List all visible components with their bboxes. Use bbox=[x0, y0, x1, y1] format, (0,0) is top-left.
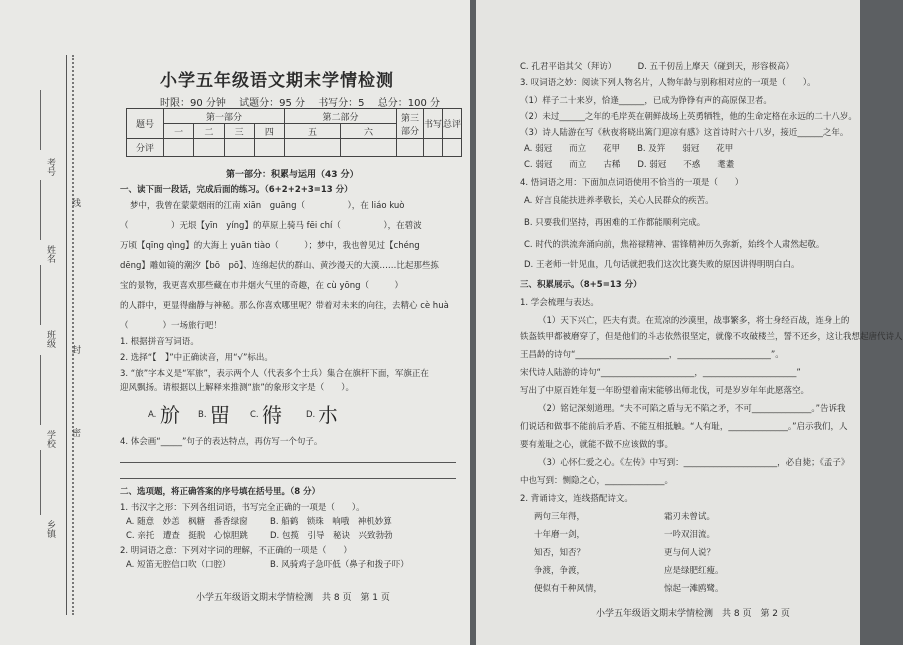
score-table-header: 第一部分 bbox=[164, 109, 285, 124]
score-cell bbox=[194, 139, 224, 157]
glyph-option-b: 㽞 bbox=[210, 403, 230, 427]
margin-label-name: 姓名 bbox=[45, 245, 55, 263]
margin-label-school: 学校 bbox=[45, 430, 55, 448]
score-table-sub: 二 bbox=[194, 124, 224, 139]
q2-option: A. 短笛无腔信口吹（口腔） bbox=[126, 560, 231, 570]
page-footer: 小学五年级语文期末学情检测 共 8 页 第 2 页 bbox=[596, 609, 790, 619]
q2-item: 1. 书汉字之形：下列各组词语，书写完全正确的一项是（ ）。 bbox=[120, 503, 365, 513]
margin-blank-line bbox=[40, 355, 41, 425]
meta-total-score: 总分：100 分 bbox=[377, 98, 441, 109]
text-line: A. 弱冠 而立 花甲 B. 及笄 弱冠 花甲 bbox=[524, 144, 734, 154]
q2-option: B. 船鹤 锁珠 响哦 神机妙算 bbox=[270, 517, 392, 527]
passage-line: 万顷【qīng qìng】的大海上 yuān tiào（ ）；梦中，我也曾见过【chéng bbox=[120, 241, 420, 251]
glyph-option-label: A. bbox=[148, 410, 157, 420]
score-cell bbox=[164, 139, 194, 157]
glyph-option-label: D. bbox=[306, 410, 316, 420]
margin-label-class: 班级 bbox=[45, 330, 55, 348]
text-line: 们说话和做事不能前后矛盾、不能互相抵触。“人有耻，______________。”启示我们，人 bbox=[520, 422, 848, 432]
text-line: B. 只要我们坚持，再困难的工作都能顺利完成。 bbox=[524, 218, 706, 228]
match-right-item[interactable]: 惊起一滩鸥鹭。 bbox=[664, 584, 724, 594]
text-line: 铁盔铁甲都被磨穿了，但是他们的斗志依然很坚定，就像不攻破楼兰，誓不还乡，这让我想起唐代诗人 bbox=[520, 332, 903, 342]
part1-heading: 第一部分：积累与运用（43 分） bbox=[226, 170, 359, 180]
glyph-option-a: 斺 bbox=[160, 403, 180, 427]
margin-blank-line bbox=[40, 450, 41, 515]
match-right-item[interactable]: 霜刃未曾试。 bbox=[664, 512, 716, 522]
match-right-item[interactable]: 更与何人说？ bbox=[664, 548, 716, 558]
q1-item: 4. 体会画“_____”句子的表达特点，再仿写一个句子。 bbox=[120, 437, 323, 447]
exam-meta bbox=[160, 94, 450, 109]
score-cell bbox=[397, 139, 424, 157]
glyph-option-label: C. bbox=[250, 410, 259, 420]
text-line: （1）天下兴亡，匹夫有责。在荒凉的沙漠里，战事繁多，将士身经百战，连身上的 bbox=[538, 316, 850, 326]
q1-item: 2. 选择“【 】”中正确读音，用“√”标出。 bbox=[120, 353, 273, 363]
score-table-header: 第二部分 bbox=[285, 109, 397, 124]
q1-item: 3. “旅”字本义是“军旅”，表示两个人（代表多个士兵）集合在旗杆下面，军旗正在 bbox=[120, 369, 429, 379]
text-line: 宋代诗人陆游的诗句“______________________，______________________” bbox=[520, 368, 801, 378]
text-line: （3）诗人陆游在写《秋夜将晓出篱门迎凉有感》这首诗时六十八岁，接近______之年。 bbox=[520, 128, 849, 138]
match-left-item[interactable]: 两句三年得， bbox=[534, 512, 586, 522]
q2-item: 2. 明词语之意：下列对字词的理解，不正确的一项是（ ） bbox=[120, 546, 352, 556]
score-table-sub: 三 bbox=[224, 124, 254, 139]
score-cell bbox=[424, 139, 443, 157]
binding-line bbox=[66, 55, 67, 615]
answer-line bbox=[120, 462, 456, 463]
text-line: （2）未过______之年的毛岸英在朝鲜战场上英勇牺牲，他的生命定格在永远的二十八岁。 bbox=[520, 112, 857, 122]
right-exam-page bbox=[476, 0, 903, 645]
text-line: C. 时代的洪流奔涌向前，焦裕禄精神、雷锋精神历久弥新，始终个人肃然起敬。 bbox=[524, 240, 825, 250]
score-cell bbox=[254, 139, 284, 157]
q1-heading: 一、读下面一段话，完成后面的练习。（6+2+2+3=13 分） bbox=[120, 185, 353, 195]
score-table bbox=[126, 108, 462, 157]
text-line: 写出了中原百姓年复一年盼望着南宋能够出师北伐，可是岁岁年年此愿落空。 bbox=[520, 386, 810, 396]
meta-test-score: 试题分：95 分 bbox=[239, 98, 305, 109]
passage-line: 宝的景物，我更喜欢那些藏在市井烟火气里的奇趣，在 cù yōng（ ） bbox=[120, 281, 403, 291]
score-cell bbox=[340, 139, 396, 157]
passage-line: （ ）一场旅行吧！ bbox=[120, 321, 223, 331]
match-left-item[interactable]: 便似有千种风情， bbox=[534, 584, 603, 594]
text-line: 3. 叹词语之妙：阅读下列人物名片，人物年龄与别称相对应的一项是（ ）。 bbox=[520, 78, 816, 88]
text-line: 要有羞耻之心，就能不做不应该做的事。 bbox=[520, 440, 674, 450]
answer-line bbox=[120, 478, 456, 479]
text-line: 2. 背诵诗文，连线搭配诗文。 bbox=[520, 494, 633, 504]
match-right-item[interactable]: 一吟双泪流。 bbox=[664, 530, 716, 540]
match-left-item[interactable]: 知否，知否？ bbox=[534, 548, 586, 558]
q2-option: C. 亲托 遭查 挺脱 心惊胆跳 bbox=[126, 531, 248, 541]
q2-option: D. 包揽 引导 秘诀 兴致勃勃 bbox=[270, 531, 393, 541]
passage-line: （ ）无垠【yīn yíng】的草原上骑马 fēi chí（ ），在碧波 bbox=[120, 221, 422, 231]
margin-blank-line bbox=[40, 90, 41, 150]
score-cell bbox=[285, 139, 341, 157]
score-table-header: 总评 bbox=[443, 109, 462, 139]
page-footer: 小学五年级语文期末学情检测 共 8 页 第 1 页 bbox=[196, 593, 390, 603]
match-left-item[interactable]: 十年磨一剑， bbox=[534, 530, 586, 540]
score-table-sub: 一 bbox=[164, 124, 194, 139]
score-table-header: 书写 bbox=[424, 109, 443, 139]
score-table-sub: 六 bbox=[340, 124, 396, 139]
meta-writing-score: 书写分：5 bbox=[318, 98, 365, 109]
binding-mark: 密 bbox=[70, 428, 80, 437]
q2-option: B. 风骑鸡子急吓低（鼻子和拨子吓） bbox=[270, 560, 409, 570]
text-line: （1）样子二十来岁，恰逢______，已成为铮铮有声的高原保卫者。 bbox=[520, 96, 772, 106]
passage-line: dēng】雕如镜的潮汐【bō pō】、连绵起伏的群山、黄沙漫天的大漠……比起那些拣 bbox=[120, 261, 439, 271]
text-line: C. 孔君平诣其父（拜访） D. 五千仞岳上摩天（碰到天，形容极高） bbox=[520, 62, 795, 72]
glyph-option-d: 朩 bbox=[318, 403, 338, 427]
score-cell bbox=[224, 139, 254, 157]
glyph-option-label: B. bbox=[198, 410, 207, 420]
page-title: 小学五年级语文期末学情检测 bbox=[160, 71, 394, 91]
meta-time: 时限：90 分钟 bbox=[160, 98, 226, 109]
text-line: 4. 悟词语之用：下面加点词语使用不恰当的一项是（ ） bbox=[520, 178, 744, 188]
margin-blank-line bbox=[40, 180, 41, 240]
section-heading: 三、积累展示。（8+5=13 分） bbox=[520, 280, 642, 290]
margin-blank-line bbox=[40, 265, 41, 325]
score-cell bbox=[443, 139, 462, 157]
glyph-option-c: 㣥 bbox=[262, 403, 282, 427]
match-right-item[interactable]: 应是绿肥红瘦。 bbox=[664, 566, 724, 576]
binding-mark: 封 bbox=[70, 345, 80, 354]
passage-line: 的人群中，更显得幽静与神秘。那么你喜欢哪里呢？带着对未来的向往，去精心 cè huà bbox=[120, 301, 449, 311]
score-table-header: 题号 bbox=[127, 109, 164, 139]
passage-line: 梦中，我曾在蒙蒙烟雨的江南 xiān guāng（ ），在 liáo kuò bbox=[130, 201, 405, 211]
score-table-sub: 五 bbox=[285, 124, 341, 139]
text-line: 王昌龄的诗句“______________________，______________________”。 bbox=[520, 350, 784, 360]
margin-label-exam-no: 考号 bbox=[45, 158, 55, 176]
q2-option: A. 随意 妙恙 枫糖 番香绿窗 bbox=[126, 517, 248, 527]
binding-mark: 线 bbox=[70, 198, 80, 207]
score-table-sub: 四 bbox=[254, 124, 284, 139]
q2-heading: 二、选项题，将正确答案的序号填在括号里。（8 分） bbox=[120, 487, 321, 497]
score-table-row-label: 分评 bbox=[127, 139, 164, 157]
q1-item: 1. 根据拼音写词语。 bbox=[120, 337, 199, 347]
match-left-item[interactable]: 争渡，争渡， bbox=[534, 566, 586, 576]
text-line: 1. 学会梳理与表达。 bbox=[520, 298, 599, 308]
text-line: C. 弱冠 而立 古稀 D. 弱冠 不惑 耄耋 bbox=[524, 160, 735, 170]
text-line: 中也写到：恻隐之心，______________。 bbox=[520, 476, 674, 486]
margin-label-town: 乡镇 bbox=[45, 520, 55, 538]
q1-item: 迎风飘扬。请根据以上解释来推测“旅”的象形文字是（ ）。 bbox=[120, 383, 355, 393]
text-line: （3）心怀仁爱之心。《左传》中写到：______________________，必自毙；《孟子》 bbox=[538, 458, 850, 468]
text-line: （2）铭记深刻道理。“夫不可陷之盾与无不陷之矛，不可______________。”告诉我 bbox=[538, 404, 846, 414]
score-table-header: 第三部分 bbox=[397, 109, 424, 139]
binding-dotted-line bbox=[72, 55, 74, 615]
text-line: D. 王老师一针见血，几句话就把我们这次比赛失败的原因讲得明明白白。 bbox=[524, 260, 800, 270]
text-line: A. 好言良能扶进养孝敬长，关心人民群众的疾苦。 bbox=[524, 196, 714, 206]
